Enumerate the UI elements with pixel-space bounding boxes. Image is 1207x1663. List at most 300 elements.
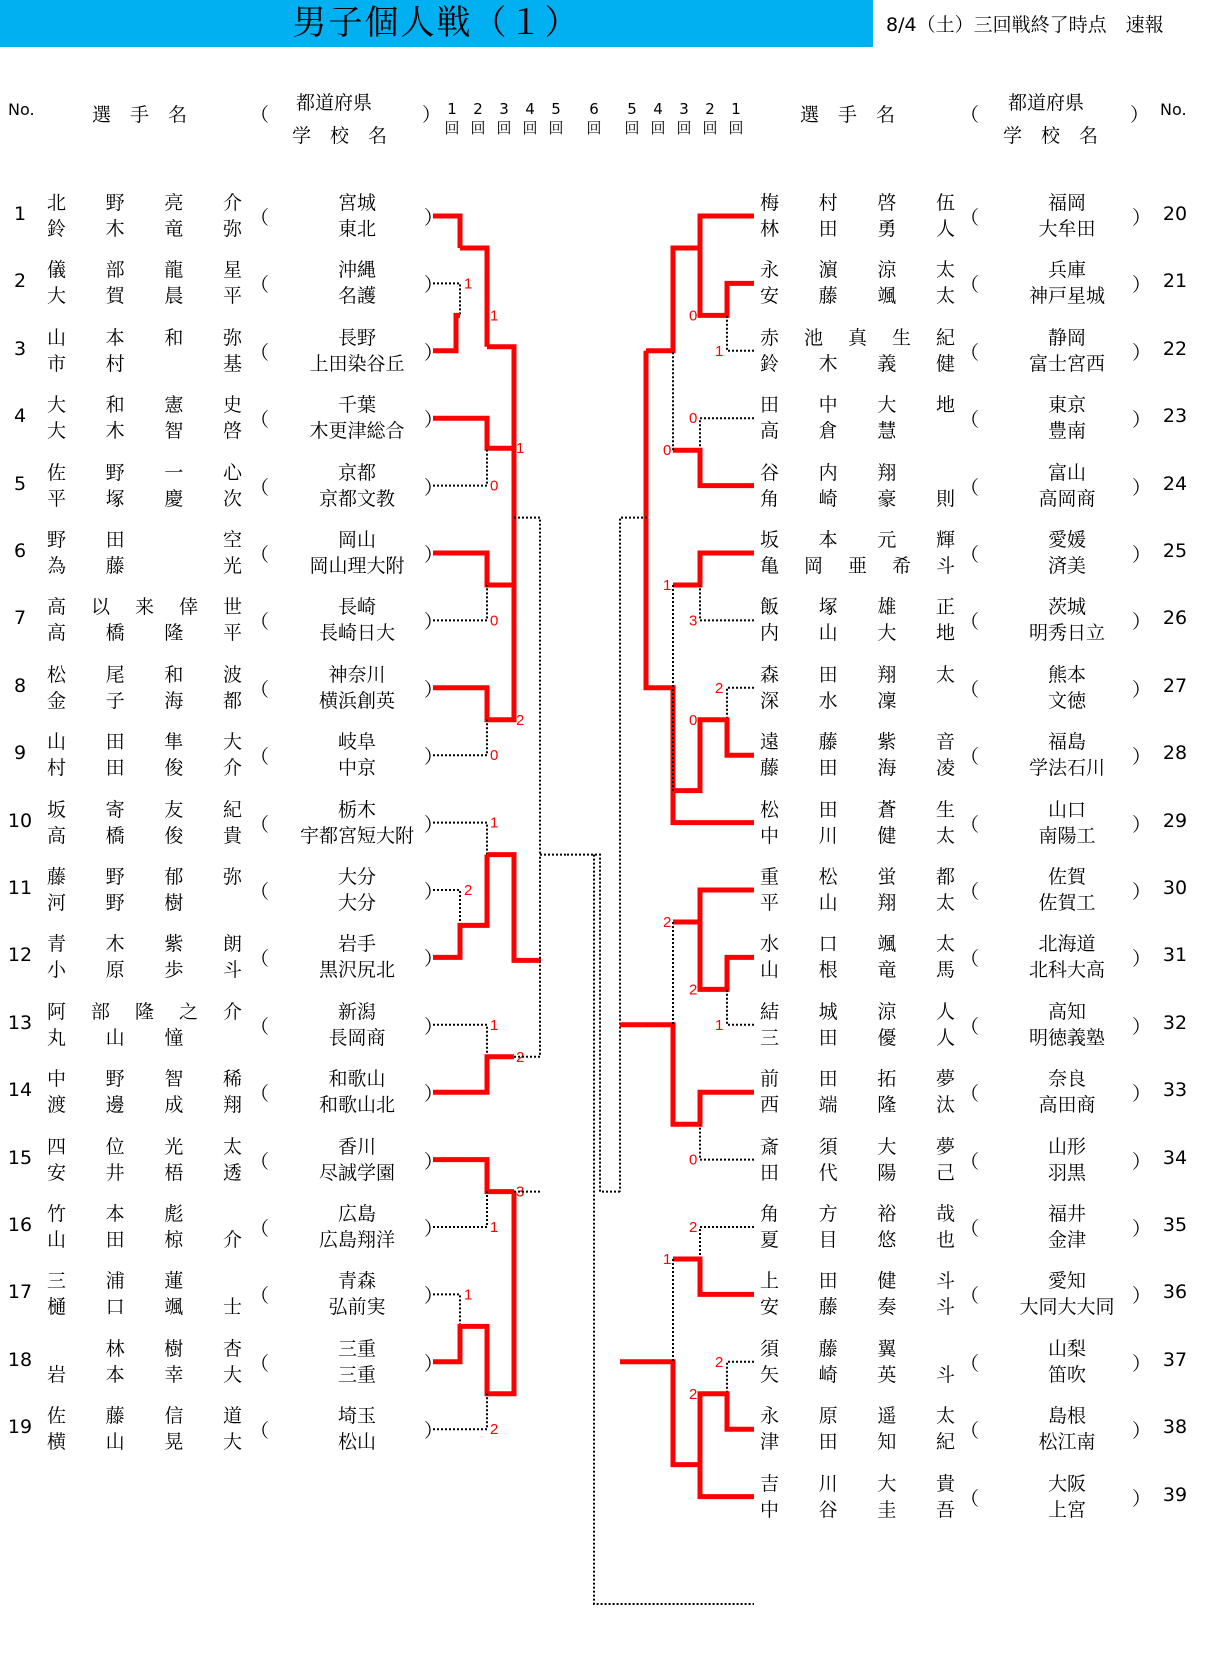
name-char: 林 — [105, 1337, 125, 1360]
paren-close: ） — [424, 746, 444, 769]
name-char: 亮 — [164, 192, 184, 214]
entry-number: 7 — [13, 607, 27, 630]
name-char: 弥 — [222, 326, 242, 349]
name-char: 橋 — [105, 622, 125, 645]
win-line — [433, 1192, 514, 1394]
name-char: 波 — [222, 663, 242, 686]
paren-close: ） — [1132, 813, 1152, 836]
name-char: 紀 — [935, 326, 955, 349]
match-score: 2 — [689, 1385, 698, 1403]
name-char: 紫 — [164, 933, 184, 956]
prefecture: 三重 — [337, 1337, 376, 1360]
name-char: 松 — [818, 866, 838, 888]
prefecture: 宮城 — [337, 192, 376, 214]
name-char: 方 — [818, 1203, 838, 1225]
match-score: 3 — [689, 612, 698, 630]
name-char: 原 — [105, 959, 125, 982]
bracket-line — [514, 855, 540, 1057]
bracket-line — [433, 1025, 487, 1057]
name-char: 山 — [47, 326, 67, 349]
paren-close: ） — [424, 1285, 444, 1308]
paren-close: ） — [424, 1420, 444, 1443]
paren-open: （ — [960, 1420, 980, 1443]
bracket-line — [433, 1394, 487, 1429]
name-char: 遠 — [760, 731, 780, 754]
paren-open: （ — [250, 1352, 270, 1375]
name-char: 平 — [222, 285, 242, 308]
name-char: 田 — [760, 394, 780, 417]
name-char: 佐 — [47, 1405, 67, 1428]
name-char: 四 — [47, 1135, 67, 1158]
paren-close: ） — [424, 476, 444, 499]
name-char: 士 — [222, 1296, 242, 1319]
header-no-right: No. — [1160, 100, 1187, 119]
win-line — [433, 665, 514, 720]
name-char: 介 — [222, 1000, 242, 1023]
name-char: 藤 — [760, 757, 780, 780]
name-char: 尾 — [105, 663, 125, 686]
prefecture: 佐賀 — [1047, 866, 1086, 888]
name-char: 藤 — [818, 1296, 838, 1319]
school-name: 上田染谷丘 — [309, 352, 405, 375]
name-char: 樋 — [47, 1296, 67, 1319]
name-char: 紀 — [935, 1431, 955, 1454]
school-name: 羽黒 — [1047, 1161, 1086, 1184]
name-char: 智 — [164, 420, 184, 443]
bracket-line — [727, 989, 754, 1024]
school-name: 名護 — [337, 285, 376, 308]
match-score: 0 — [689, 410, 698, 428]
name-char: 田 — [105, 731, 125, 754]
match-score: 3 — [516, 1183, 525, 1201]
name-char: 都 — [222, 689, 242, 712]
name-char: 口 — [105, 1296, 125, 1319]
name-char: 介 — [222, 192, 242, 214]
name-char: 悠 — [877, 1229, 897, 1251]
win-line — [460, 248, 487, 347]
name-char: 為 — [47, 555, 67, 577]
name-char: 山 — [818, 622, 838, 645]
paren-open: （ — [250, 274, 270, 297]
name-char: 竜 — [164, 218, 184, 240]
entry-number: 11 — [7, 877, 33, 899]
paren-close: ） — [424, 1150, 444, 1173]
name-char: 賀 — [105, 285, 125, 308]
name-char: 郁 — [164, 866, 184, 888]
name-char: 梅 — [760, 192, 780, 214]
name-char: 平 — [222, 622, 242, 645]
prefecture: 岐阜 — [337, 731, 376, 754]
name-char: 涼 — [877, 259, 897, 282]
name-char: 則 — [935, 487, 955, 510]
header-round-4-left: 4 回 — [522, 100, 538, 137]
name-char: 中 — [818, 394, 838, 417]
name-char: 義 — [877, 352, 897, 375]
name-char: 塚 — [105, 487, 125, 510]
name-char: 津 — [760, 1431, 780, 1454]
name-char: 代 — [818, 1161, 838, 1184]
win-line — [700, 248, 754, 315]
paren-close: ） — [424, 1352, 444, 1375]
entry-number: 35 — [1162, 1214, 1188, 1236]
paren-open: （ — [250, 746, 270, 769]
entry-number: 14 — [7, 1079, 33, 1102]
paren-open: （ — [250, 409, 270, 432]
school-name: 笛吹 — [1047, 1363, 1086, 1386]
name-char: 凌 — [935, 757, 955, 780]
name-char: 海 — [164, 689, 184, 712]
name-char: 大 — [877, 1472, 897, 1495]
bracket-line — [700, 418, 754, 450]
name-char: 知 — [877, 1431, 897, 1454]
win-line — [487, 855, 541, 961]
entry-number: 23 — [1162, 405, 1188, 428]
paren-open: （ — [960, 881, 980, 903]
name-char: 憲 — [164, 394, 184, 417]
name-char: 生 — [935, 798, 955, 821]
prefecture: 静岡 — [1047, 326, 1086, 349]
bracket-line — [727, 1362, 754, 1394]
name-char: 村 — [47, 757, 67, 780]
match-score: 0 — [689, 1151, 698, 1169]
header-round-3-left: 3 回 — [496, 100, 512, 137]
name-char: 慧 — [877, 420, 897, 443]
prefecture: 北海道 — [1038, 933, 1096, 956]
name-char: 位 — [105, 1135, 125, 1158]
prefecture: 栃木 — [337, 798, 376, 821]
name-char: 山 — [818, 892, 838, 914]
school-name: 南陽工 — [1038, 824, 1096, 847]
paren-open: （ — [250, 1420, 270, 1443]
paren-open: （ — [250, 611, 270, 634]
paren-close: ） — [424, 274, 444, 297]
entry-number: 38 — [1162, 1416, 1188, 1439]
name-char: 信 — [164, 1405, 184, 1428]
name-char: 内 — [818, 461, 838, 484]
bracket-line — [433, 823, 487, 855]
name-char: 史 — [222, 394, 242, 417]
name-char: 己 — [935, 1161, 955, 1184]
name-char: 健 — [877, 824, 897, 847]
name-char: 友 — [164, 798, 184, 821]
paren-close: ） — [1132, 1015, 1152, 1038]
paren-open: （ — [960, 1083, 980, 1106]
bracket-line — [514, 518, 540, 855]
name-char: 高 — [47, 622, 67, 645]
bracket-line — [433, 720, 487, 755]
entry-number: 22 — [1162, 337, 1188, 360]
entry-number: 16 — [7, 1214, 33, 1236]
name-char: 貴 — [935, 1472, 955, 1495]
name-char: 田 — [760, 1161, 780, 1184]
name-char: 介 — [222, 757, 242, 780]
name-char: 井 — [105, 1161, 125, 1184]
prefecture: 島根 — [1047, 1405, 1086, 1428]
paren-open: （ — [960, 544, 980, 566]
name-char: 太 — [935, 259, 955, 282]
win-line — [433, 1057, 514, 1092]
paren-open: （ — [250, 678, 270, 701]
name-char: 儀 — [47, 259, 67, 282]
name-char: 田 — [818, 798, 838, 821]
name-char: 斗 — [935, 1363, 955, 1386]
paren-close: ） — [1132, 1083, 1152, 1106]
name-char: 田 — [818, 1068, 838, 1091]
name-char: 三 — [47, 1270, 67, 1293]
name-char: 夢 — [935, 1068, 955, 1091]
name-char: 勇 — [877, 218, 897, 240]
name-char: 谷 — [760, 461, 780, 484]
school-name: 黒沢尻北 — [318, 959, 395, 982]
paren-close: ） — [424, 1083, 444, 1106]
name-char: 崎 — [818, 487, 838, 510]
name-char: 松 — [47, 663, 67, 686]
name-char: 雄 — [877, 596, 897, 619]
name-char: 太 — [935, 892, 955, 914]
name-char: 鈴 — [47, 218, 67, 240]
name-char: 太 — [935, 1405, 955, 1428]
name-char: 蛍 — [877, 866, 897, 888]
name-char: 安 — [760, 1296, 780, 1319]
name-char: 和 — [164, 663, 184, 686]
name-char: 阿 — [47, 1000, 67, 1023]
prefecture: 岡山 — [337, 529, 376, 551]
win-line — [673, 553, 754, 585]
name-char: 大 — [877, 622, 897, 645]
school-name: 松江南 — [1038, 1431, 1096, 1454]
win-line — [700, 922, 754, 989]
name-char: 木 — [105, 933, 125, 956]
paren-open: （ — [960, 813, 980, 836]
name-char: 岩 — [47, 1363, 67, 1386]
entry-number: 20 — [1162, 203, 1188, 225]
name-char: 須 — [818, 1135, 838, 1158]
name-char: 藤 — [105, 1405, 125, 1428]
name-char: 市 — [47, 352, 67, 375]
name-char: 太 — [222, 1135, 242, 1158]
name-char: 丸 — [47, 1026, 67, 1049]
name-char: 内 — [760, 622, 780, 645]
name-char: 田 — [818, 218, 838, 240]
paren-close: ） — [424, 544, 444, 566]
header-round-1-left: 1 回 — [444, 100, 460, 137]
name-char: 貴 — [222, 824, 242, 847]
win-line — [673, 720, 754, 791]
prefecture: 大阪 — [1047, 1472, 1086, 1495]
name-char: 川 — [818, 824, 838, 847]
prefecture: 神奈川 — [328, 663, 386, 686]
name-char: 星 — [222, 259, 242, 282]
paren-open: （ — [960, 746, 980, 769]
win-line — [433, 1160, 514, 1192]
school-name: 長崎日大 — [318, 622, 395, 645]
name-char: 河 — [47, 892, 67, 914]
name-char: 田 — [818, 1270, 838, 1293]
name-char: 太 — [935, 285, 955, 308]
name-char: 海 — [877, 757, 897, 780]
name-char: 安 — [760, 285, 780, 308]
name-char: 山 — [760, 959, 780, 982]
paren-open: （ — [250, 341, 270, 364]
paren-open: （ — [960, 409, 980, 432]
name-char: 高 — [47, 596, 67, 619]
paren-open: （ — [960, 1487, 980, 1510]
win-line — [673, 450, 754, 485]
prefecture: 和歌山 — [328, 1068, 386, 1091]
name-char: 部 — [105, 259, 125, 282]
entry-number: 27 — [1162, 674, 1188, 697]
win-line — [433, 216, 460, 248]
name-char: 野 — [47, 529, 67, 551]
prefecture: 千葉 — [337, 394, 376, 417]
name-char: 晃 — [164, 1431, 184, 1454]
entry-number: 12 — [7, 944, 33, 967]
name-char: 水 — [760, 933, 780, 956]
prefecture: 香川 — [337, 1135, 376, 1158]
bracket-line — [700, 585, 754, 620]
header-player-left: 選 手 名 — [92, 104, 188, 126]
name-char: 真 — [847, 326, 867, 349]
entry-number: 15 — [7, 1146, 33, 1169]
prefecture: 山口 — [1047, 798, 1086, 821]
name-char: 心 — [222, 461, 242, 484]
entry-number: 34 — [1162, 1146, 1188, 1169]
name-char: 本 — [105, 1363, 125, 1386]
name-char: 崎 — [818, 1363, 838, 1386]
name-char: 紀 — [222, 798, 242, 821]
name-char: 濵 — [818, 259, 838, 282]
bracket-line — [620, 518, 647, 1192]
name-char: 林 — [760, 218, 780, 240]
name-char: 紫 — [877, 731, 897, 754]
prefecture: 広島 — [337, 1203, 376, 1225]
paren-open: （ — [250, 881, 270, 903]
header-round-3-right: 3 回 — [676, 100, 692, 137]
paren-close: ） — [1132, 1285, 1152, 1308]
name-char: 和 — [164, 326, 184, 349]
name-char: 大 — [222, 1363, 242, 1386]
header-pref-right: 都道府県 — [1008, 92, 1085, 114]
header-close-left: ） — [422, 104, 442, 126]
name-char: 深 — [760, 689, 780, 712]
header-round-5-right: 5 回 — [624, 100, 640, 137]
match-score: 2 — [715, 1353, 724, 1371]
name-char: 正 — [935, 596, 955, 619]
entry-number: 39 — [1162, 1483, 1188, 1506]
name-char: 空 — [222, 529, 242, 551]
name-char: 岡 — [803, 555, 823, 577]
paren-open: （ — [960, 678, 980, 701]
entry-number: 37 — [1162, 1348, 1188, 1371]
name-char: 太 — [935, 933, 955, 956]
paren-close: ） — [1132, 274, 1152, 297]
page-title: 男子個人戦（１） — [292, 3, 581, 43]
prefecture: 熊本 — [1047, 663, 1086, 686]
status-text: 8/4（土）三回戦終了時点 速報 — [886, 14, 1164, 36]
school-name: 木更津総合 — [309, 420, 405, 443]
school-name: 富士宮西 — [1028, 352, 1105, 375]
name-char: 一 — [164, 461, 184, 484]
school-name: 佐賀工 — [1038, 892, 1096, 914]
win-line — [433, 553, 514, 665]
name-char: 都 — [935, 866, 955, 888]
paren-open: （ — [960, 1015, 980, 1038]
header-player-right: 選 手 名 — [800, 104, 896, 126]
name-char: 上 — [760, 1270, 780, 1293]
match-score: 0 — [490, 477, 499, 495]
name-char: 世 — [222, 596, 242, 619]
name-char: 鈴 — [760, 352, 780, 375]
name-char: 山 — [47, 1229, 67, 1251]
paren-close: ） — [424, 881, 444, 903]
name-char: 本 — [105, 326, 125, 349]
match-score: 1 — [516, 440, 525, 458]
win-line — [433, 855, 487, 958]
school-name: 尽誠学園 — [318, 1161, 395, 1184]
match-score: 1 — [490, 1219, 499, 1236]
header-round-5-left: 5 回 — [548, 100, 564, 137]
name-char: 松 — [760, 798, 780, 821]
name-char: 音 — [935, 731, 955, 754]
school-name: 金津 — [1047, 1229, 1086, 1251]
name-char: 本 — [818, 529, 838, 551]
name-char: 中 — [47, 1068, 67, 1091]
school-name: 大同大大同 — [1019, 1296, 1115, 1319]
bracket-line — [727, 688, 754, 720]
entry-number: 13 — [7, 1011, 33, 1034]
entry-number: 30 — [1162, 877, 1188, 899]
paren-close: ） — [424, 207, 444, 229]
paren-close: ） — [1132, 881, 1152, 903]
name-char: 俊 — [164, 757, 184, 780]
name-char: 稀 — [222, 1068, 242, 1091]
entry-number: 28 — [1162, 742, 1188, 765]
prefecture: 東京 — [1047, 394, 1086, 417]
name-char: 斗 — [935, 1270, 955, 1293]
match-score: 1 — [663, 1251, 672, 1268]
school-name: 明秀日立 — [1028, 622, 1105, 645]
school-name: 明徳義塾 — [1028, 1026, 1105, 1049]
prefecture: 新潟 — [337, 1000, 376, 1023]
name-char: 吾 — [935, 1498, 955, 1521]
name-char: 翔 — [222, 1094, 242, 1117]
match-score: 2 — [516, 1048, 525, 1066]
name-char: 颯 — [877, 285, 897, 308]
paren-close: ） — [424, 678, 444, 701]
paren-open: （ — [250, 813, 270, 836]
win-line — [700, 1394, 754, 1465]
name-char: 晨 — [164, 285, 184, 308]
name-char: 颯 — [877, 933, 897, 956]
prefecture: 福井 — [1047, 1203, 1086, 1225]
name-char: 地 — [935, 394, 955, 417]
name-char: 凜 — [877, 689, 897, 712]
paren-close: ） — [424, 948, 444, 971]
name-char: 山 — [105, 1026, 125, 1049]
match-score: 2 — [490, 1421, 499, 1439]
name-char: 朗 — [222, 933, 242, 956]
paren-close: ） — [1132, 1487, 1152, 1510]
name-char: 拓 — [877, 1068, 897, 1091]
school-name: 上宮 — [1047, 1498, 1086, 1521]
prefecture: 山梨 — [1047, 1337, 1086, 1360]
name-char: 藤 — [818, 1337, 838, 1360]
paren-open: （ — [960, 1285, 980, 1308]
name-char: 永 — [760, 259, 780, 282]
paren-close: ） — [1132, 409, 1152, 432]
entry-number: 5 — [13, 472, 27, 495]
school-name: 横浜創英 — [318, 689, 395, 712]
